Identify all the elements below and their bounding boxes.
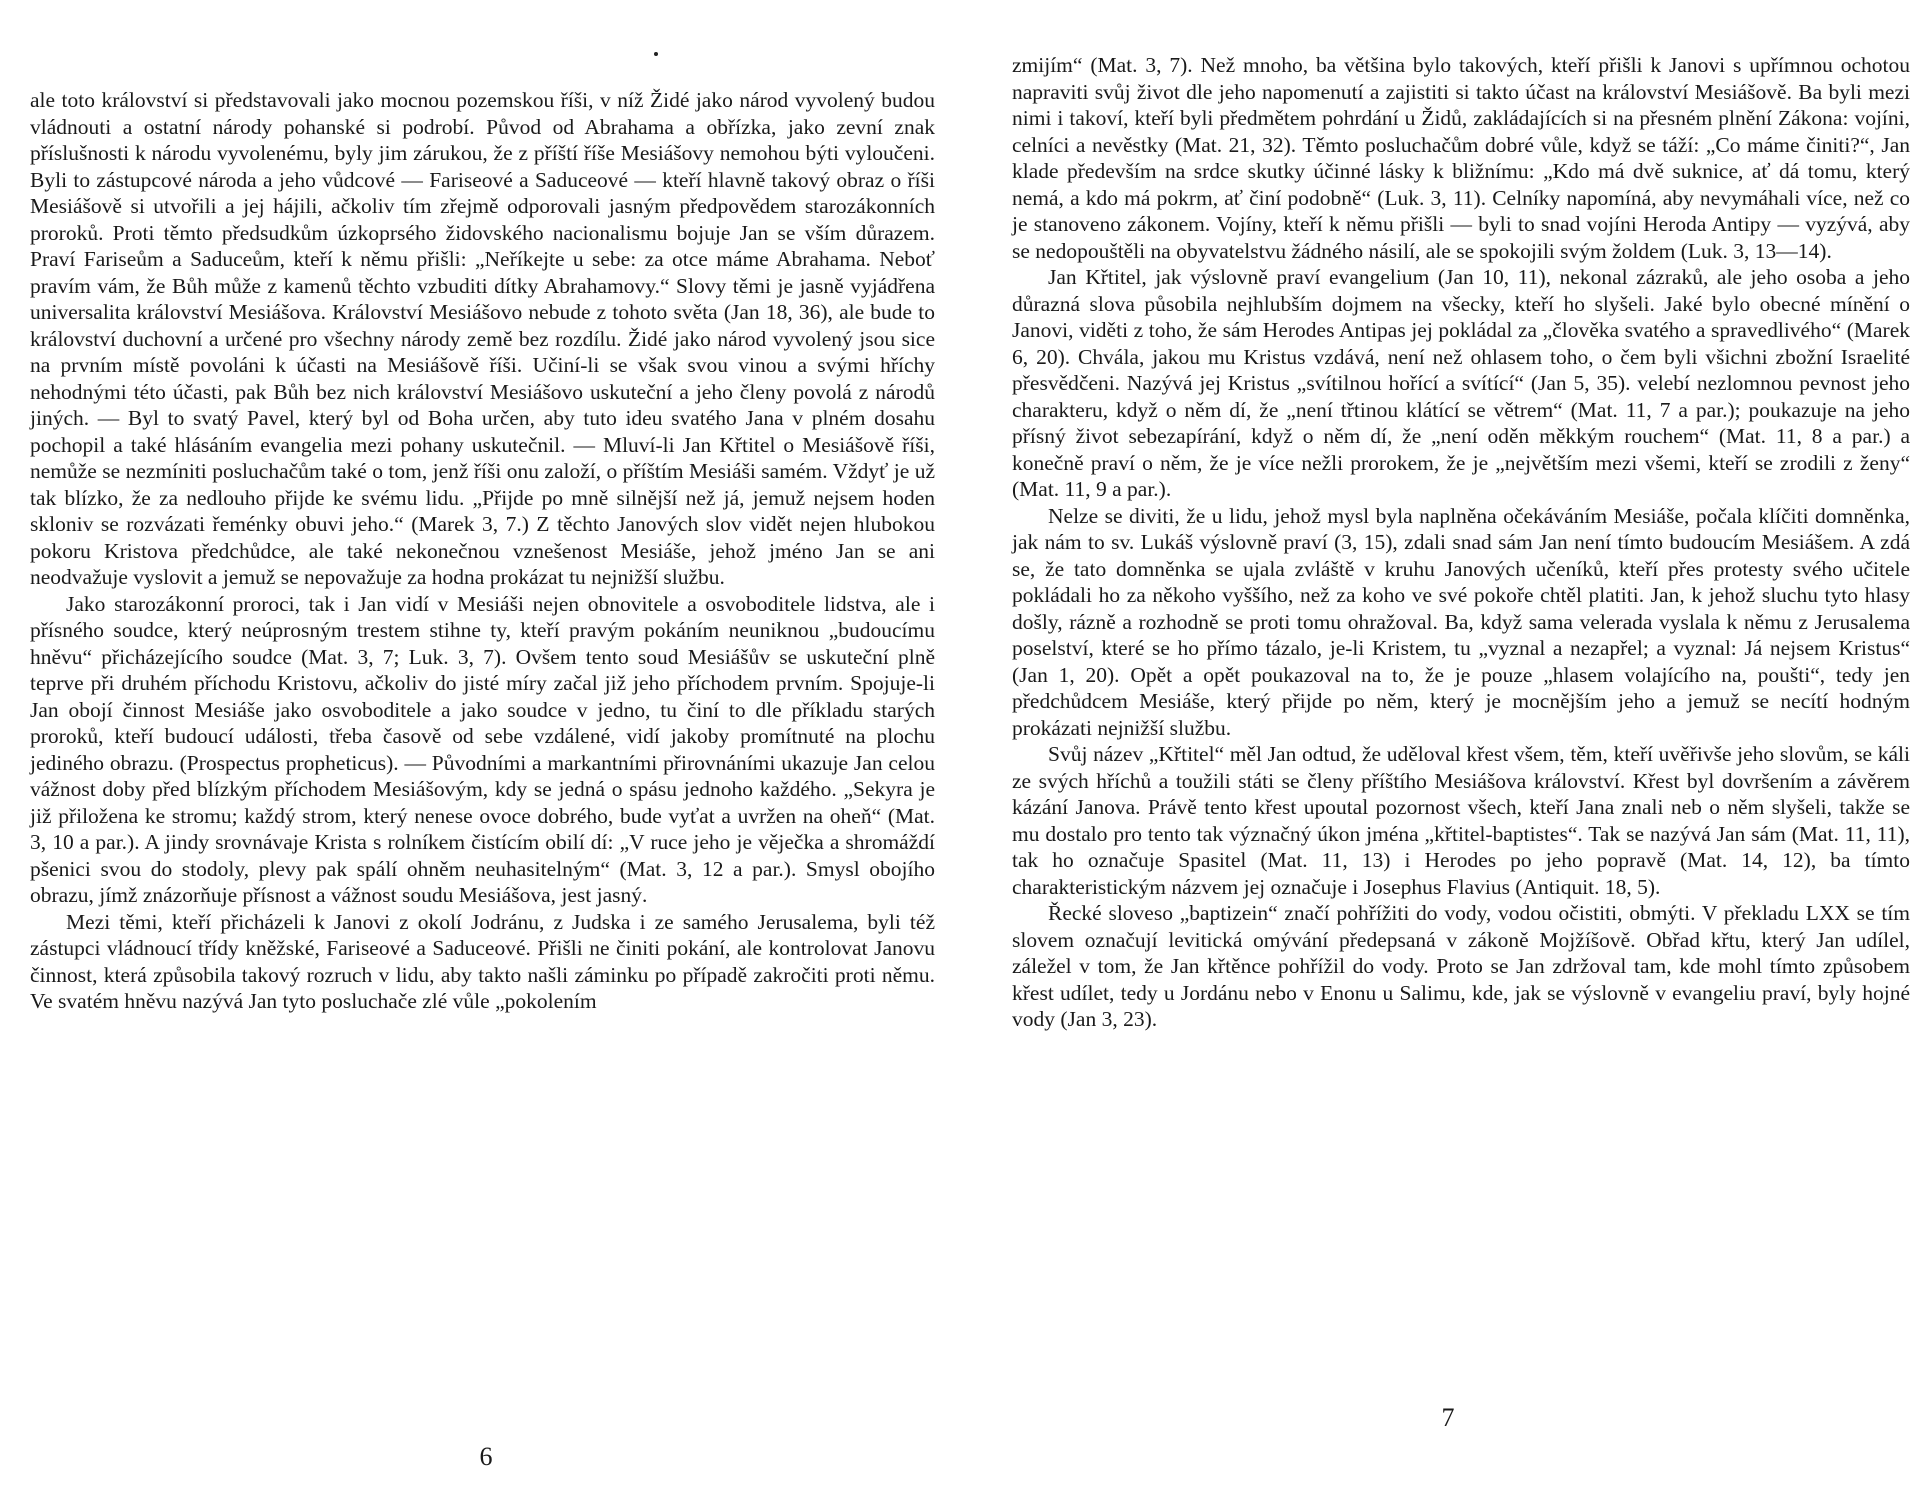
right-page bbox=[966, 0, 1932, 1500]
page-number: 7 bbox=[1441, 1403, 1455, 1432]
paragraph: Mezi těmi, kteří přicházeli k Janovi z okolí Jodránu, z Judska i ze samého Jerusalema, byli též zástupci vládnoucí třídy kněžské, Fariseové a Saduceové. Přišli ne činiti pokání, ale kontrolovat Janovu činnost, která způsobila takový rozruch v lidu, aby takto našli záminku po případě zakročiti proti němu. Ve svatém hněvu nazývá Jan tyto posluchače zlé vůle „pokolením bbox=[30, 909, 935, 1013]
print-speck bbox=[654, 52, 658, 56]
left-page-text bbox=[30, 87, 935, 1015]
paragraph: Řecké sloveso „baptizein“ značí pohřížiti do vody, vodou očistiti, obmýti. V překladu LXX se tím slovem označují levitická omývání předepsaná v zákoně Mojžíšově. Obřad křtu, který Jan udílel, záležel v tom, že Jan křtěnce pohřížil do vody. Proto se Jan zdržoval tam, kde mohl tímto způsobem křest udílet, tedy u Jordánu nebo v Enonu u Salimu, kde, jak se výslovně v evangeliu praví, byly hojné vody (Jan 3, 23). bbox=[1012, 901, 1910, 1031]
paragraph: ale toto království si představovali jako mocnou pozemskou říši, v níž Židé jako národ vyvolený budou vládnouti a ostatní národy pohanské si podrobí. Původ od Abrahama a obřízka, jako zevní znak příslušnosti k národu vyvolenému, byly jim zárukou, že z příští říše Mesiášovy nemohou býti vyloučeni. Byli to zástupcové národa a jeho vůdcové — Fariseové a Saduceové — kteří hlavně takový obraz o říši Mesiášově si utvořili a jej hájili, ačkoliv tím zřejmě odporovali jasným předpovědem starozákonních proroků. Proti těmto předsudkům úzkoprsého židovského nacionalismu bojuje Jan se vším důrazem. Praví Fariseům a Saduceům, kteří k němu přišli: „Neříkejte u sebe: za otce máme Abrahama. Neboť pravím vám, že Bůh může z kamenů těchto vzbuditi dítky Abrahamovy.“ Slovy těmi je jasně vyjádřena universalita království Mesiášova. Království Mesiášovo nebude z tohoto světa (Jan 18, 36), ale bude to království duchovní a určené pro všechny národy země bez rozdílu. Židé jako národ vyvolený jsou sice na prvním místě povoláni k účasti na Mesiášově říši. Učiní-li se však svou vinou a svými hříchy nehodnými této účasti, pak Bůh bez nich království Mesiášovo uskuteční a jeho členy povolá z národů jiných. — Byl to svatý Pavel, který byl od Boha určen, aby tuto ideu svatého Jana v plném dosahu pochopil a také hlásáním evangelia mezi pohany uskutečnil. — Mluví-li Jan Křtitel o Mesiášově říši, nemůže se nezmíniti posluchačům také o tom, jenž říši onu založí, o příštím Mesiáši samém. Vždyť je už tak blízko, že za nedlouho přijde ke svému lidu. „Přijde po mně silnější než já, jemuž nejsem hoden skloniv se rozvázati řeménky obuvi jeho.“ (Marek 3, 7.) Z těchto Janových slov vidět nejen hlubokou pokoru Kristova předchůdce, ale také nekonečnou vznešenost Mesiáše, jehož jméno Jan se ani neodvažuje vyslovit a jemuž se nepovažuje za hodna prokázat tu nejnižší službu. bbox=[30, 88, 935, 589]
paragraph: Svůj název „Křtitel“ měl Jan odtud, že uděloval křest všem, těm, kteří uvěřivše jeho slovům, se káli ze svých hříchů a toužili státi se členy příštího Mesiášova království. Křest byl dovršením a závěrem kázání Janova. Právě tento křest upoutal pozornost všech, kteří Jana znali neb o něm slyšeli, takže se mu dostalo pro tento tak význačný úkon jména „křtitel-baptistes“. Tak se nazývá Jan sám (Mat. 11, 11), tak ho označuje Spasitel (Mat. 11, 13) i Herodes po jeho popravě (Mat. 14, 12), ba tímto charakteristickým názvem jej označuje i Josephus Flavius (Antiquit. 18, 5). bbox=[1012, 742, 1910, 899]
paragraph: Jan Křtitel, jak výslovně praví evangelium (Jan 10, 11), nekonal zázraků, ale jeho osoba a jeho důrazná slova působila nejhlubším dojmem na všecky, kteří ho slyšeli. Jaké bylo obecné mínění o Janovi, viděti z toho, že sám Herodes Antipas jej pokládal za „člověka svatého a spravedlivého“ (Marek 6, 20). Chvála, jakou mu Kristus vzdává, není než ohlasem toho, o čem byli všichni zbožní Israelité přesvědčeni. Nazývá jej Kristus „svítilnou hořící a svítící“ (Jan 5, 35). velebí nezlomnou pevnost jeho charakteru, když o něm dí, že „není třtinou klátící se větrem“ (Mat. 11, 7 a par.); poukazuje na jeho přísný život sebezapírání, když o něm dí, že „není oděn měkkým rouchem“ (Mat. 11, 8 a par.) a konečně praví o něm, že je více nežli prorokem, že je „největším mezi všemi, kteří se zrodili z ženy“ (Mat. 11, 9 a par.). bbox=[1012, 265, 1910, 501]
right-page-text bbox=[1012, 52, 1910, 1033]
paragraph: Jako starozákonní proroci, tak i Jan vidí v Mesiáši nejen obnovitele a osvoboditele lidstva, ale i přísného soudce, který neúprosným trestem stihne ty, kteří pravým pokáním neuniknou „budoucímu hněvu“ přicházejícího soudce (Mat. 3, 7; Luk. 3, 7). Ovšem tento soud Mesiášův se uskuteční plně teprve při druhém příchodu Kristovu, ačkoliv do jisté míry začal již jeho příchodem prvním. Spojuje-li Jan obojí činnost Mesiáše jako osvoboditele a jako soudce v jedno, tu činí to dle příkladu starých proroků, kteří budoucí události, třeba časově od sebe vzdálené, vidí jakoby promítnuté na plochu jediného obrazu. (Prospectus propheticus). — Původními a markantními přirovnáními ukazuje Jan celou vážnost doby před blízkým příchodem Mesiášovým, kdy se jedná o spásu jednoho každého. „Sekyra je již přiložena ke stromu; každý strom, který nenese ovoce dobrého, bude vyťat a uvržen na oheň“ (Mat. 3, 10 a par.). A jindy srovnávaje Krista s rolníkem čistícím obilí dí: „V ruce jeho je věječka a shromáždí pšenici svou do stodoly, plevy pak spálí ohněm neuhasitelným“ (Mat. 3, 12 a par.). Smysl obojího obrazu, jímž znázorňuje přísnost a vážnost soudu Mesiášova, jest jasný. bbox=[30, 591, 935, 907]
page-number: 6 bbox=[479, 1442, 493, 1471]
paragraph: Nelze se diviti, že u lidu, jehož mysl byla naplněna očekáváním Mesiáše, počala klíčiti domněnka, jak nám to sv. Lukáš výslovně praví (3, 15), zdali snad sám Jan není tímto budoucím Mesiášem. A zdá se, že tato domněnka se ujala zvláště v kruhu Janových učeníků, kteří přes protesty svého učitele pokládali ho za někoho vyššího, než za koho ve své pokoře chtěl platiti. Jan, k jehož sluchu tyto hlasy došly, rázně a rozhodně se proti tomu ohražoval. Ba, když sama velerada vyslala k němu z Jerusalema poselství, které se ho přímo tázalo, je-li Kristem, tu „vyznal a nezapřel; a vyznal: Já nejsem Kristus“ (Jan 1, 20). Opět a opět poukazoval na to, že je pouze „hlasem volajícího na, poušti“, tedy jen předchůdcem Mesiáše, který přijde po něm, který je mocnějším jeho a jemuž se necítí hodným prokázati nejnižší službu. bbox=[1012, 503, 1910, 740]
paragraph: zmijím“ (Mat. 3, 7). Než mnoho, ba většina bylo takových, kteří přišli k Janovi s upřímnou ochotou napraviti svůj život dle jeho napomenutí a zajistiti si takto účast na království Mesiášově. Ba byli mezi nimi i takoví, kteří byli předmětem pohrdání u Židů, zakládajících si na přesném plnění Zákona: vojíni, celníci a nevěstky (Mat. 21, 32). Těmto posluchačům dobré vůle, když se táží: „Co máme činiti?“, Jan klade především na srdce skutky účinné lásky k bližnímu: „Kdo má dvě suknice, ať dá tomu, který nemá, a kdo má pokrm, ať činí podobně“ (Luk. 3, 11). Celníky napomíná, aby nevymáhali více, než co je stanoveno zákonem. Vojíny, kteří k němu přišli — byli to snad vojíni Heroda Antipy — vyzývá, aby se nedopouštěli na obyvatelstvu žádného násilí, ale se spokojili svým žoldem (Luk. 3, 13—14). bbox=[1012, 53, 1910, 263]
